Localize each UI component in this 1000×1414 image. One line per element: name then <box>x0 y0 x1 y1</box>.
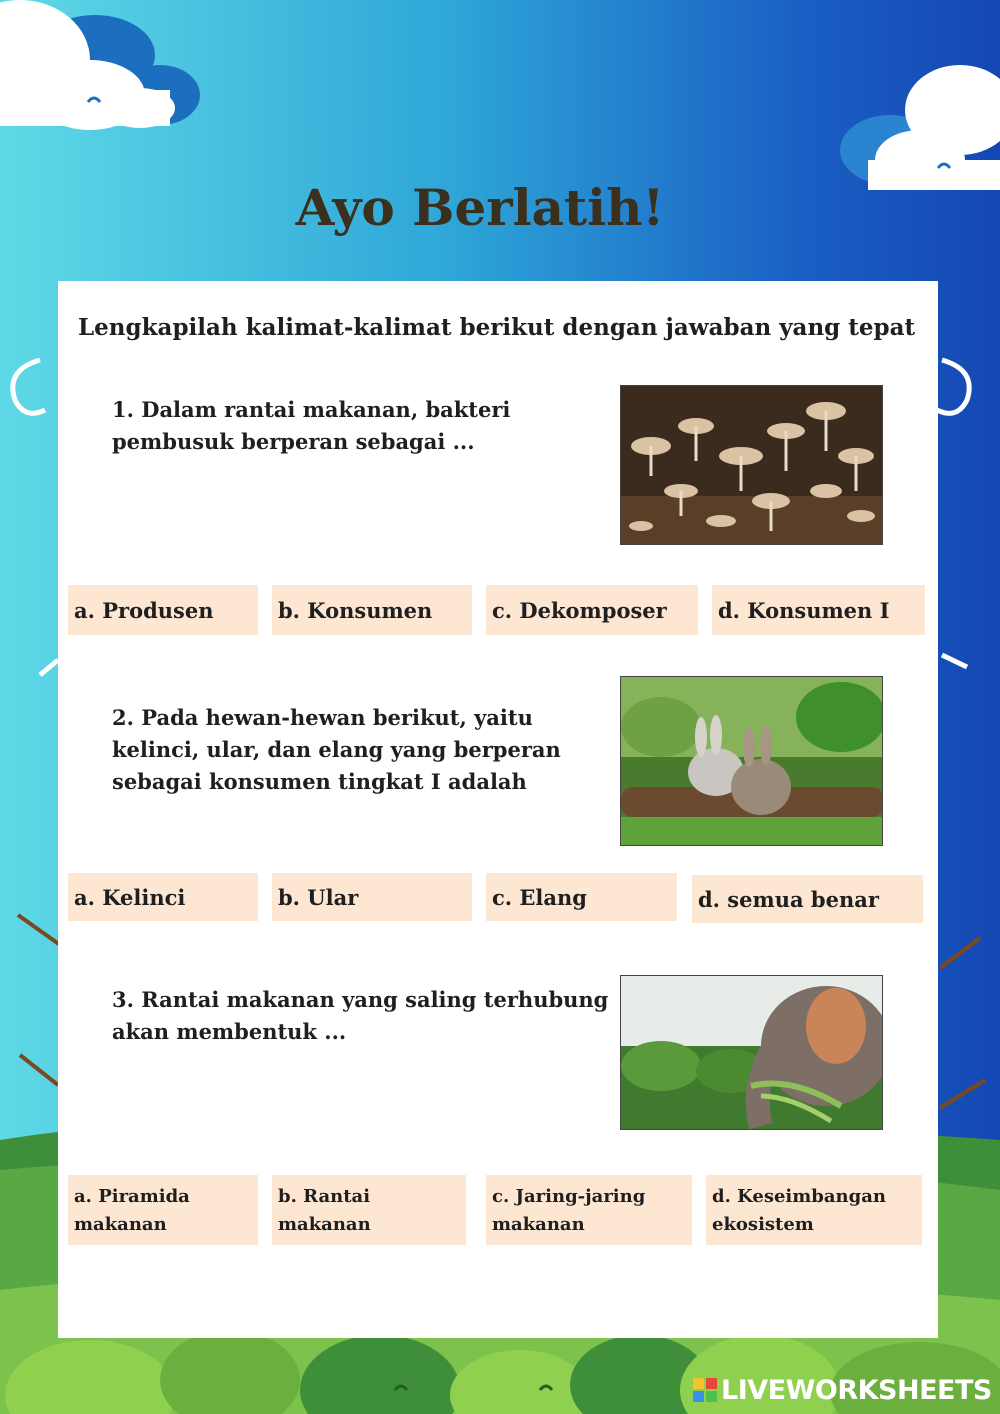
q1-option-b[interactable]: b. Konsumen <box>272 585 472 635</box>
question-3-text: 3. Rantai makanan yang saling terhubung akan membentuk ... <box>112 987 609 1044</box>
q1-option-d[interactable]: d. Konsumen I <box>712 585 925 635</box>
q3-option-a[interactable]: a. Piramida makanan <box>68 1175 258 1245</box>
q1-option-a[interactable]: a. Produsen <box>68 585 258 635</box>
q3-option-b[interactable]: b. Rantai makanan <box>272 1175 466 1245</box>
q3-option-c[interactable]: c. Jaring-jaring makanan <box>486 1175 692 1245</box>
liveworksheets-logo-icon <box>692 1377 718 1403</box>
instruction-text: Lengkapilah kalimat-kalimat berikut dengan jawaban yang tepat <box>78 314 916 341</box>
elephant-photo <box>620 975 883 1130</box>
rabbits-photo <box>620 676 883 846</box>
liveworksheets-brand <box>692 1374 992 1406</box>
cloud-top-left <box>0 0 200 130</box>
q2-option-d[interactable]: d. semua benar <box>692 875 923 923</box>
question-1-text: 1. Dalam rantai makanan, bakteri pembusuk berperan sebagai ... <box>112 397 511 454</box>
cloud-top-right <box>840 65 1000 190</box>
q2-option-a[interactable]: a. Kelinci <box>68 873 258 921</box>
q2-option-c[interactable]: c. Elang <box>486 873 677 921</box>
brand-name: LIVEWORKSHEETS <box>721 1374 992 1406</box>
page-title: Ayo Berlatih! <box>295 178 665 237</box>
q1-option-c[interactable]: c. Dekomposer <box>486 585 698 635</box>
q2-option-b[interactable]: b. Ular <box>272 873 472 921</box>
mushrooms-photo <box>620 385 883 545</box>
question-2-text: 2. Pada hewan-hewan berikut, yaitu kelinci, ular, dan elang yang berperan sebagai konsumen tingkat I adalah <box>112 705 561 794</box>
q3-option-d[interactable]: d. Keseimbangan ekosistem <box>706 1175 922 1245</box>
